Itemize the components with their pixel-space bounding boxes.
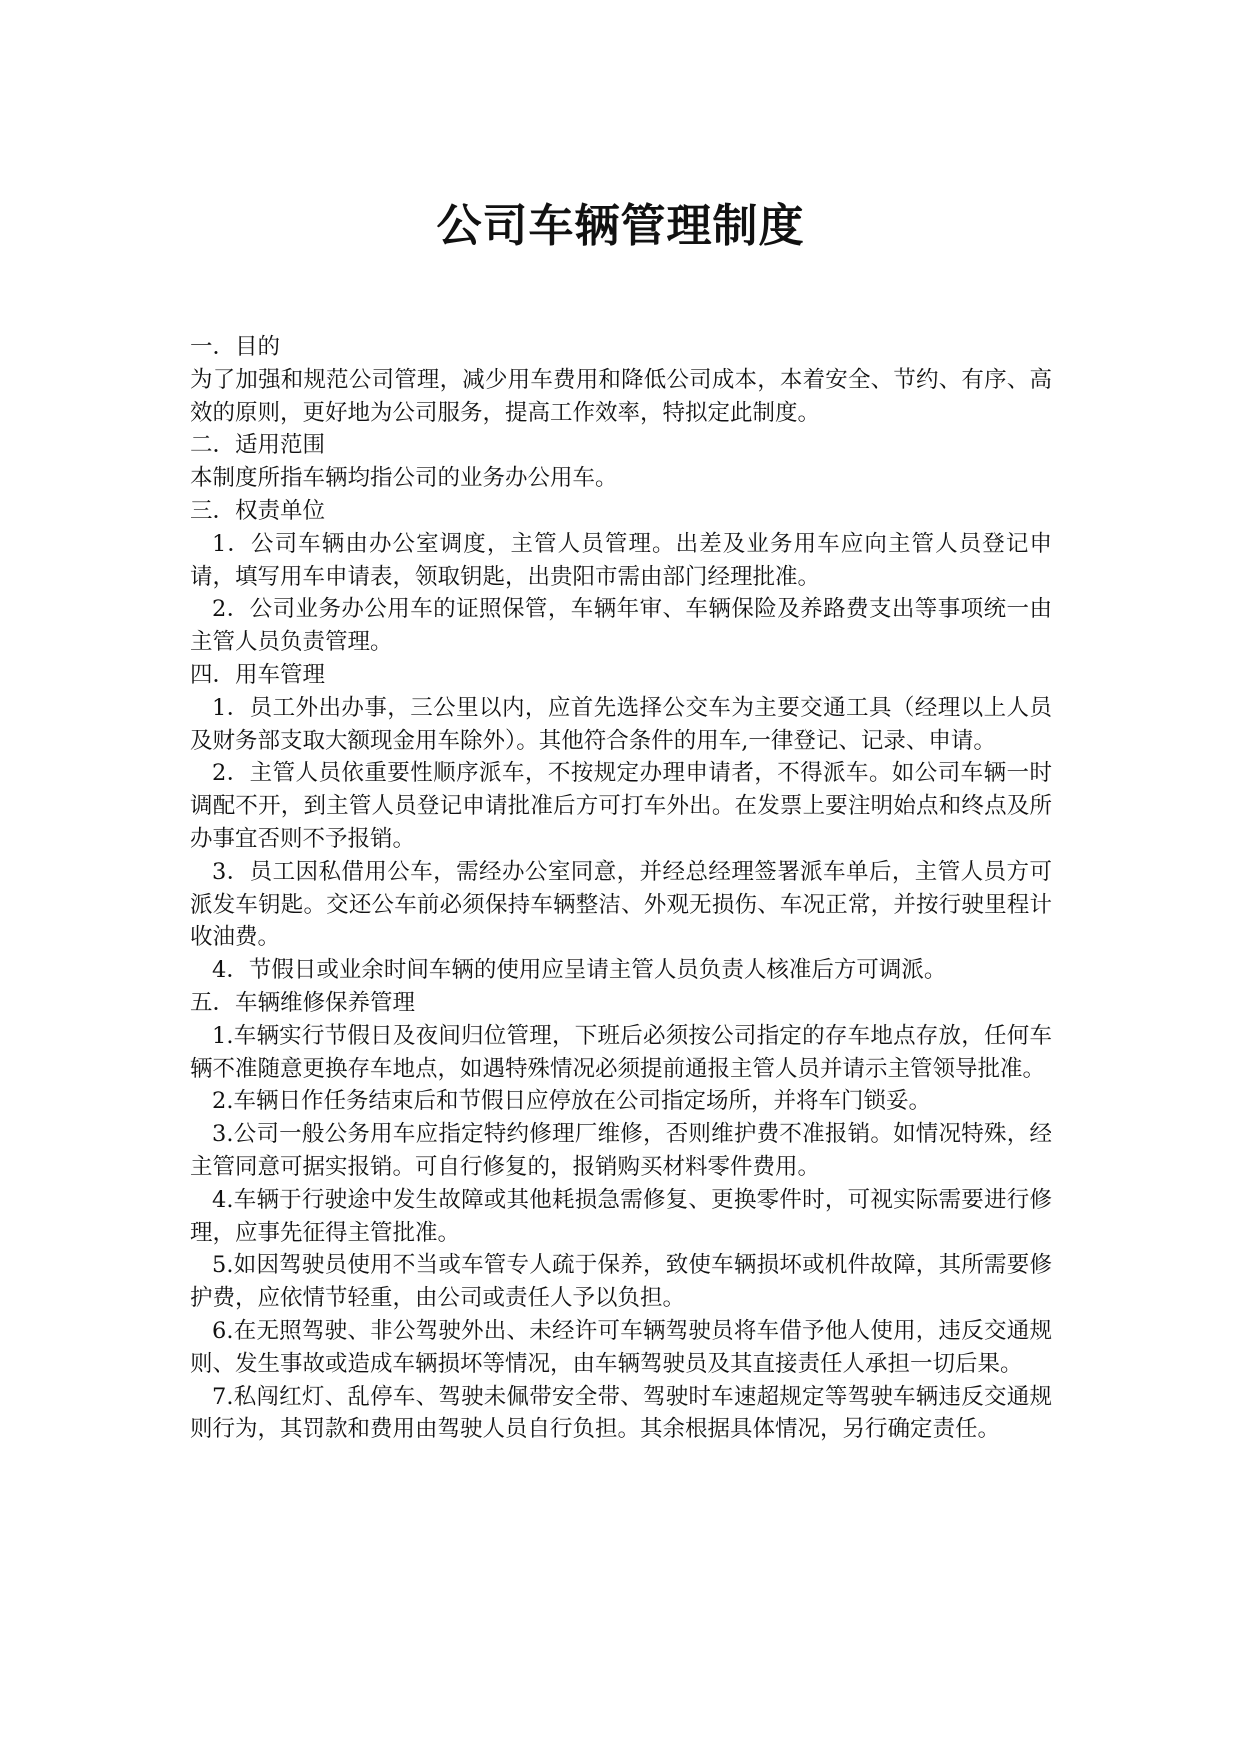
list-item: 2．主管人员依重要性顺序派车，不按规定办理申请者，不得派车。如公司车辆一时调配不开，到主管人员登记申请批准后方可打车外出。在发票上要注明始点和终点及所办事宜否则不予报销。 (190, 760, 1052, 852)
page-title: 公司车辆管理制度 (436, 199, 805, 252)
section-heading: 一．目的 (190, 334, 281, 360)
list-item: 4．节假日或业余时间车辆的使用应呈请主管人员负责人核准后方可调派。 (212, 957, 947, 984)
section-heading: 二．适用范围 (190, 432, 326, 459)
list-item: 4.车辆于行驶途中发生故障或其他耗损急需修复、更换零件时，可视实际需要进行修理，应事先征得主管批准。 (190, 1186, 1052, 1246)
list-item: 2．公司业务办公用车的证照保管，车辆年审、车辆保险及养路费支出等事项统一由主管人员负责管理。 (190, 596, 1052, 656)
list-item: 5.如因驾驶员使用不当或车管专人疏于保养，致使车辆损坏或机件故障，其所需要修护费，应依情节轻重，由公司或责任人予以负担。 (190, 1252, 1052, 1312)
section-heading: 五．车辆维修保养管理 (190, 989, 416, 1016)
list-item: 1.车辆实行节假日及夜间归位管理，下班后必须按公司指定的存车地点存放，任何车辆不准随意更换存车地点，如遇特殊情况必须提前通报主管人员并请示主管领导批准。 (190, 1022, 1052, 1082)
section-heading: 四．用车管理 (190, 661, 326, 688)
list-item: 7.私闯红灯、乱停车、驾驶未佩带安全带、驾驶时车速超规定等驾驶车辆违反交通规则行为，其罚款和费用由驾驶人员自行负担。其余根据具体情况，另行确定责任。 (190, 1383, 1052, 1443)
section-heading: 三．权责单位 (190, 497, 326, 524)
list-item: 3.公司一般公务用车应指定特约修理厂维修，否则维护费不准报销。如情况特殊，经主管同意可据实报销。可自行修复的，报销购买材料零件费用。 (190, 1121, 1052, 1180)
list-item: 1．员工外出办事，三公里以内，应首先选择公交车为主要交通工具（经理以上人员及财务部支取大额现金用车除外）。其他符合条件的用车,一律登记、记录、申请。 (190, 694, 1052, 754)
section-paragraph: 本制度所指车辆均指公司的业务办公用车。 (190, 465, 618, 492)
list-item: 6.在无照驾驶、非公驾驶外出、未经许可车辆驾驶员将车借予他人使用，违反交通规则、发生事故或造成车辆损坏等情况，由车辆驾驶员及其直接责任人承担一切后果。 (190, 1317, 1052, 1377)
list-item: 2.车辆日作任务结束后和节假日应停放在公司指定场所，并将车门锁妥。 (212, 1088, 931, 1115)
document-body (190, 331, 1052, 1446)
section-paragraph: 为了加强和规范公司管理，减少用车费用和降低公司成本，本着安全、节约、有序、高效的原则，更好地为公司服务，提高工作效率，特拟定此制度。 (190, 366, 1052, 426)
list-item: 3．员工因私借用公车，需经办公室同意，并经总经理签署派车单后，主管人员方可派发车钥匙。交还公车前必须保持车辆整洁、外观无损伤、车况正常，并按行驶里程计收油费。 (190, 858, 1052, 951)
list-item: 1．公司车辆由办公室调度，主管人员管理。出差及业务用车应向主管人员登记申请，填写用车申请表，领取钥匙，出贵阳市需由部门经理批准。 (190, 530, 1052, 590)
